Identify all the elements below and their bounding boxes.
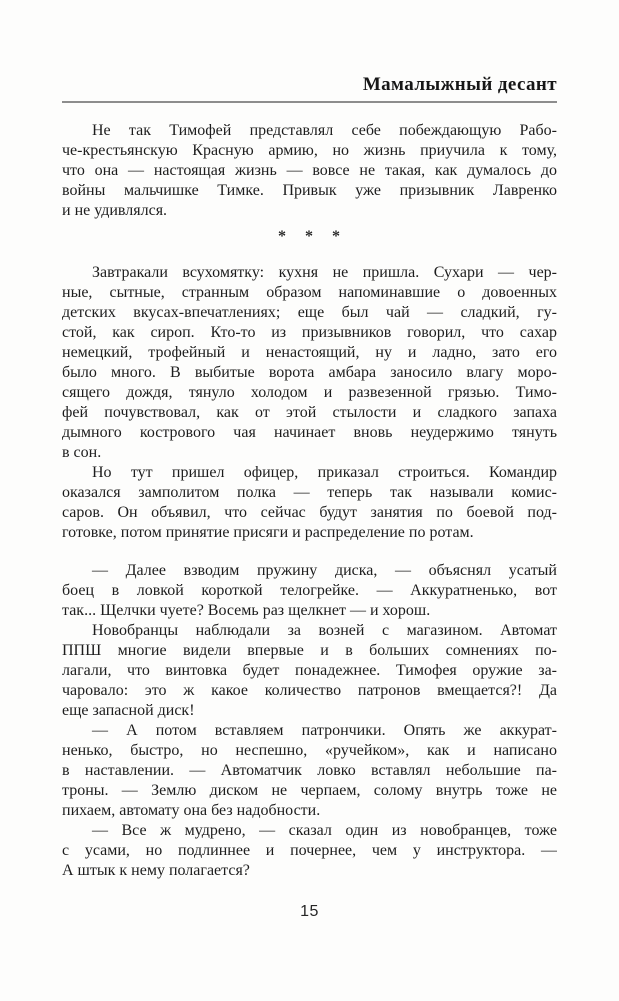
text-line: детских вкусах-впечатлениях; еще был чай — сладкий, гу-: [62, 304, 557, 321]
text-line: чаровало: это ж какое количество патронов вмещается?! Да: [62, 682, 557, 699]
text-line: ные, сытные, странным образом напоминавшие о довоенных: [62, 284, 557, 301]
text-line: немецкий, трофейный и ненастоящий, ну и ладно, зато его: [62, 344, 557, 361]
text-line: еще запасной диск!: [62, 702, 195, 719]
text-line: стой, как сироп. Кто-то из призывников говорил, что сахар: [62, 324, 557, 341]
text-line: с усами, но подлиннее и почернее, чем у инструктора. —: [62, 842, 557, 859]
text-line: троны. — Землю диском не черпаем, солому внутрь тоже не: [62, 782, 557, 799]
text-line: фей почувствовал, как от этой стылости и сладкого запаха: [62, 404, 557, 421]
page-number: 15: [300, 903, 319, 920]
running-header-title: Мамалыжный десант: [362, 74, 557, 95]
paragraph: [62, 821, 557, 881]
text-line: что она — настоящая жизнь — вовсе не такая, как думалось до: [62, 162, 557, 179]
text-line: боец в ловкой короткой телогрейке. — Аккуратненько, вот: [62, 582, 557, 599]
text-line: А штык к нему полагается?: [62, 862, 250, 879]
text-line: Но тут пришел офицер, приказал строиться. Командир: [92, 464, 557, 481]
text-line: лагали, что винтовка будет понадежнее. Тимофея оружие за-: [62, 662, 557, 679]
text-line: в наставлении. — Автоматчик ловко вставлял небольшие па-: [62, 762, 557, 779]
text-line: в сон.: [62, 444, 102, 461]
text-line: войны мальчишке Тимке. Привык уже призывник Лавренко: [62, 182, 557, 199]
text-line: оказался замполитом полка — теперь так называли комис-: [62, 484, 557, 501]
paragraph: [62, 721, 557, 821]
body-text: [62, 121, 557, 881]
paragraph: [62, 121, 557, 221]
text-line: дымного кострового чая начинает вновь неудержимо тянуть: [62, 424, 557, 441]
text-line: пихаем, автомату она без надобности.: [62, 802, 321, 819]
paragraph: [62, 561, 557, 621]
text-line: че-крестьянскую Красную армию, но жизнь приучила к тому,: [62, 142, 557, 159]
paragraph: [62, 621, 557, 721]
paragraph: [62, 263, 557, 463]
text-line: — Все ж мудрено, — сказал один из новобранцев, тоже: [92, 822, 557, 839]
text-line: — Далее взводим пружину диска, — объяснял усатый: [92, 562, 557, 579]
text-line: саров. Он объявил, что сейчас будут занятия по боевой под-: [62, 504, 557, 521]
text-line: — А потом вставляем патрончики. Опять же аккурат-: [92, 722, 557, 739]
text-line: так... Щелчки чуете? Восемь раз щелкнет — и хорош.: [62, 602, 431, 619]
running-header: [62, 74, 557, 103]
text-line: готовке, потом принятие присяги и распределение по ротам.: [62, 524, 474, 541]
paragraph: [62, 463, 557, 543]
text-line: ненько, быстро, но неспешно, «ручейком», как и написано: [62, 742, 557, 759]
text-line: ППШ многие видели впервые и в больших сомнениях по-: [62, 642, 557, 659]
text-line: Новобранцы наблюдали за возней с магазином. Автомат: [92, 622, 557, 639]
text-line: и не удивлялся.: [62, 202, 168, 219]
text-line: Не так Тимофей представлял себе побеждающую Рабо-: [92, 122, 557, 139]
text-line: сящего дождя, тянуло холодом и развезенной грязью. Тимо-: [62, 384, 557, 401]
text-line: Завтракали всухомятку: кухня не пришла. Сухари — чер-: [92, 264, 557, 281]
section-separator: * * *: [278, 228, 341, 245]
text-line: было много. В выбитые ворота амбара заносило влагу моро-: [62, 364, 557, 381]
